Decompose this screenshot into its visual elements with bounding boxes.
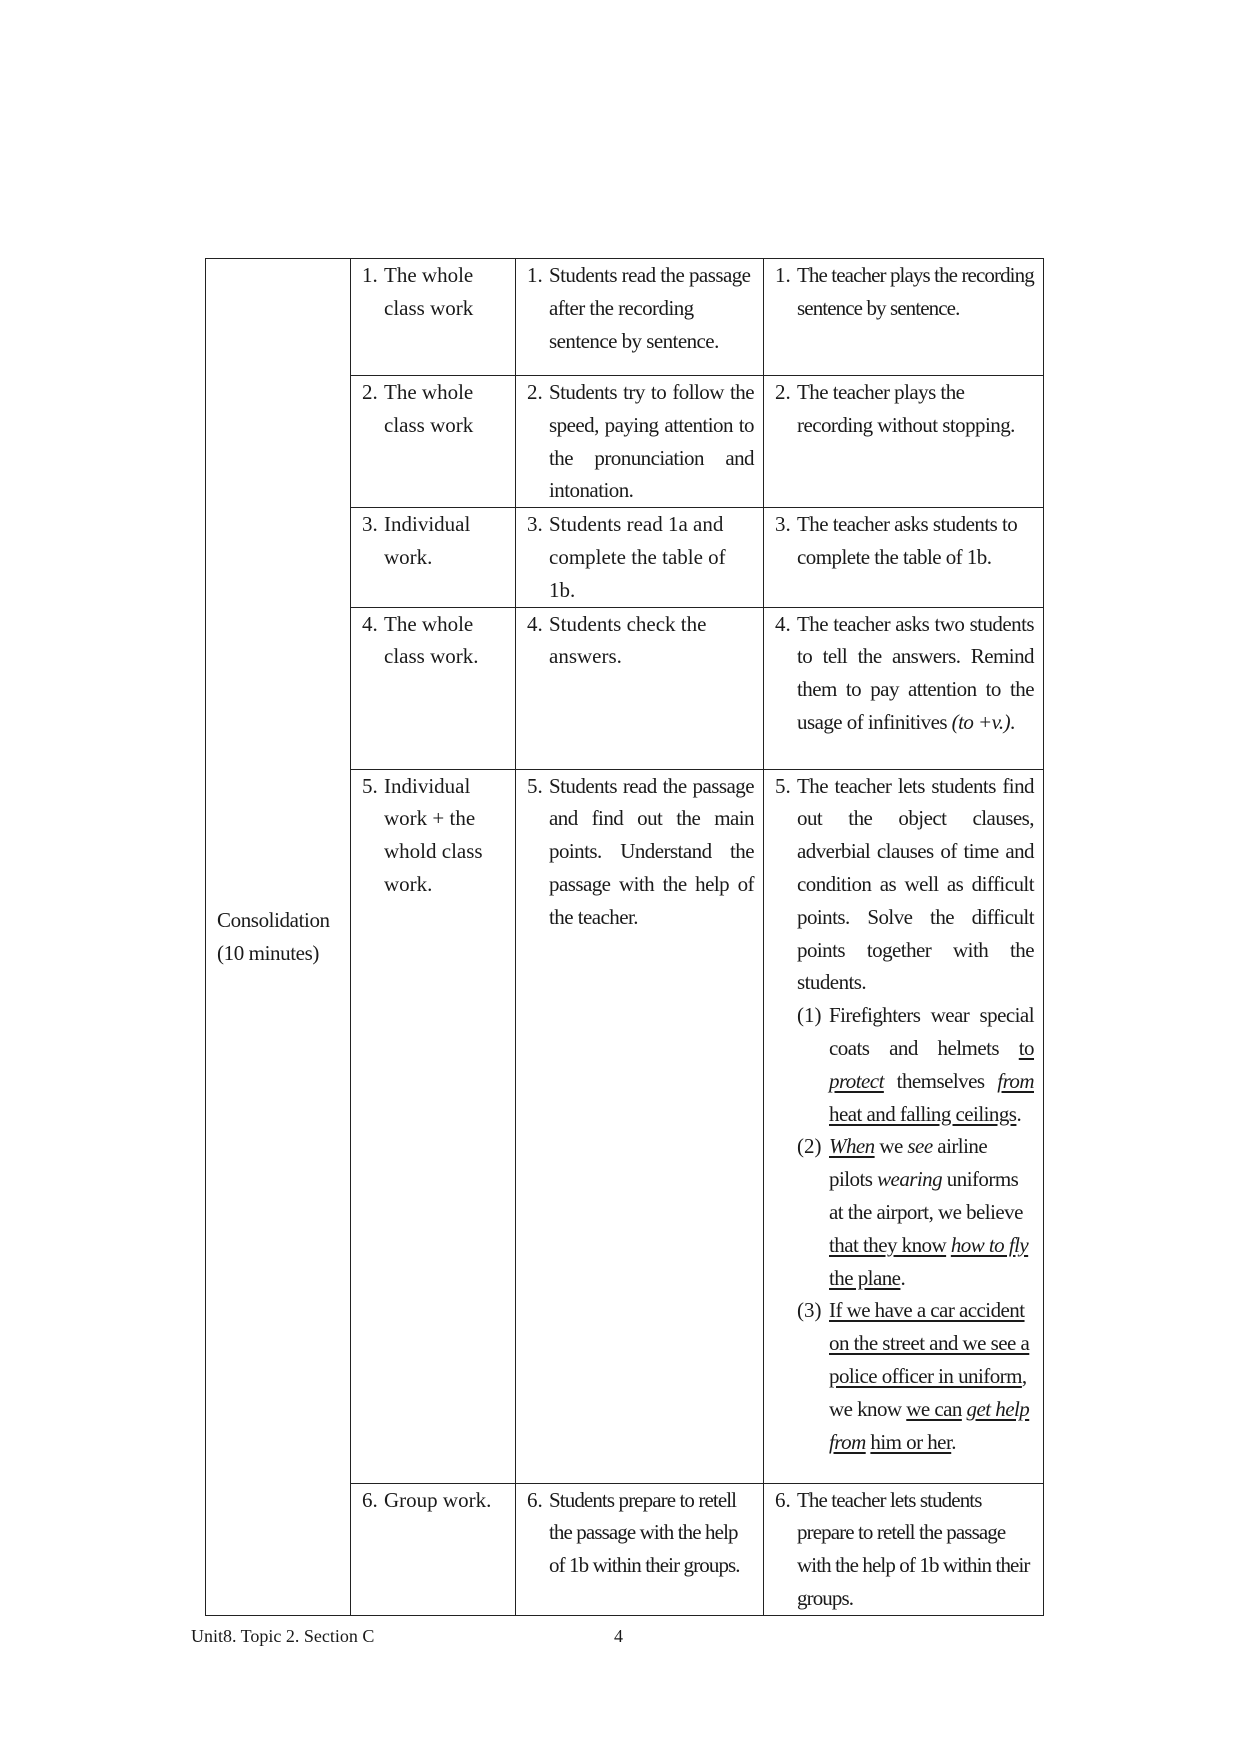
example-underlined: heat and falling ceilings	[829, 1101, 1017, 1126]
teacher-activity-number: 5.	[775, 773, 791, 798]
stage-cell	[206, 259, 351, 1616]
example-sentence-1	[797, 999, 1034, 1130]
student-activity-number: 3.	[527, 512, 543, 537]
example-part: .	[1016, 1101, 1022, 1126]
student-activity-text: Students read the passage and find out the main points. Understand the passage with the help of the teacher.	[549, 773, 754, 929]
teacher-activity-number: 6.	[775, 1487, 791, 1512]
example-underlined-italic: When	[829, 1134, 875, 1159]
example-number: (2)	[797, 1134, 822, 1159]
example-underlined: If we have a car accident on the street and we see a police officer in uniform	[829, 1298, 1030, 1388]
student-activity-text: Students read 1a and complete the table of 1b.	[549, 512, 726, 602]
student-activity-cell	[516, 607, 764, 769]
student-activity-cell	[516, 769, 764, 1483]
teacher-activity-text: The teacher lets students find out the object clauses, adverbial clauses of time and condition as well as difficult points. Solve the difficult points together with the students.	[797, 773, 1034, 995]
infinitive-note: (to +v.)	[951, 709, 1011, 734]
example-part: uniforms at the airport, we believe	[829, 1167, 1023, 1224]
example-underlined: the plane	[829, 1265, 901, 1290]
stage-name: Consolidation	[217, 908, 330, 933]
organization-cell	[351, 508, 516, 607]
example-part: themselves	[896, 1068, 985, 1093]
example-sentence-3	[797, 1294, 1034, 1458]
organization-text: The whole class work.	[384, 611, 479, 669]
teacher-activity-main: The teacher asks two students to tell the answers. Remind them to pay attention to the usage of infinitives	[797, 611, 1034, 734]
student-activity-cell	[516, 376, 764, 508]
organization-text: The whole class work	[384, 263, 474, 320]
organization-number: 1.	[362, 263, 378, 287]
organization-cell	[351, 607, 516, 769]
student-activity-number: 5.	[527, 773, 543, 798]
teacher-activity-text: The teacher plays the recording without stopping.	[797, 380, 1015, 437]
example-text	[829, 1294, 1034, 1458]
example-number: (3)	[797, 1298, 822, 1323]
organization-cell	[351, 376, 516, 508]
example-underlined: him or her	[870, 1429, 952, 1454]
teacher-activity-cell	[764, 769, 1044, 1483]
example-part: , we know	[829, 1363, 1027, 1421]
example-italic: see	[907, 1134, 933, 1159]
stage-duration: (10 minutes)	[217, 940, 319, 965]
example-underlined: that they know	[829, 1232, 947, 1257]
example-underlined-italic: how to fly	[950, 1232, 1029, 1257]
teacher-activity-number: 3.	[775, 512, 791, 537]
example-italic: wearing	[877, 1167, 943, 1192]
example-text	[829, 999, 1034, 1130]
student-activity-text: Students prepare to retell the passage with the help of 1b within their groups.	[549, 1487, 740, 1578]
organization-text: The whole class work	[384, 380, 474, 437]
student-activity-cell	[516, 1483, 764, 1615]
teacher-activity-cell	[764, 1483, 1044, 1615]
example-underlined: we can	[906, 1396, 962, 1421]
example-text	[829, 1130, 1034, 1294]
organization-number: 5.	[362, 773, 378, 798]
teacher-activity-text	[797, 608, 1034, 739]
example-sentence-2	[797, 1130, 1034, 1294]
example-part: .	[951, 1429, 956, 1454]
table-row	[206, 259, 1044, 376]
teacher-activity-cell	[764, 508, 1044, 607]
organization-number: 3.	[362, 512, 378, 537]
example-part: we	[879, 1134, 903, 1159]
organization-cell	[351, 259, 516, 376]
page-number: 4	[614, 1626, 623, 1646]
organization-cell	[351, 1483, 516, 1615]
student-activity-text: Students try to follow the speed, paying attention to the pronunciation and intonation.	[549, 380, 754, 503]
teacher-activity-number: 1.	[775, 263, 791, 287]
organization-text: Individual work.	[384, 512, 471, 569]
organization-number: 6.	[362, 1487, 378, 1512]
example-underlined-italic: get help from	[829, 1396, 1030, 1454]
student-activity-number: 4.	[527, 611, 543, 636]
student-activity-number: 1.	[527, 263, 543, 287]
teacher-activity-end: .	[1010, 709, 1015, 734]
teacher-activity-cell	[764, 607, 1044, 769]
teacher-activity-cell	[764, 259, 1044, 376]
lesson-plan-table	[205, 258, 1044, 1616]
teacher-activity-text: The teacher asks students to complete the table of 1b.	[797, 512, 1018, 569]
teacher-activity-cell	[764, 376, 1044, 508]
organization-number: 4.	[362, 611, 378, 636]
student-activity-number: 2.	[527, 380, 543, 404]
teacher-activity-text: The teacher plays the recording sentence by sentence.	[797, 263, 1034, 320]
organization-number: 2.	[362, 380, 378, 404]
organization-text: Group work.	[384, 1487, 492, 1512]
teacher-activity-text: The teacher lets students prepare to retell the passage with the help of 1b within their groups.	[797, 1487, 1030, 1610]
student-activity-number: 6.	[527, 1487, 543, 1512]
example-underlined-italic: protect	[829, 1068, 884, 1093]
example-number: (1)	[797, 1003, 822, 1028]
teacher-activity-number: 2.	[775, 380, 791, 404]
example-part: airline pilots	[829, 1134, 988, 1192]
student-activity-text: Students read the passage after the recording sentence by sentence.	[549, 263, 751, 353]
teacher-activity-number: 4.	[775, 611, 791, 636]
student-activity-cell	[516, 259, 764, 376]
example-underlined: to	[1018, 1035, 1035, 1060]
student-activity-text: Students check the answers.	[549, 611, 707, 669]
student-activity-cell	[516, 508, 764, 607]
example-part: Firefighters wear special coats and helmets	[829, 1003, 1034, 1060]
example-underlined-italic: from	[997, 1068, 1034, 1093]
organization-cell	[351, 769, 516, 1483]
organization-text: Individual work + the whold class work.	[384, 773, 483, 896]
footer-section-label: Unit8. Topic 2. Section C	[191, 1626, 375, 1646]
example-part: .	[900, 1265, 906, 1290]
